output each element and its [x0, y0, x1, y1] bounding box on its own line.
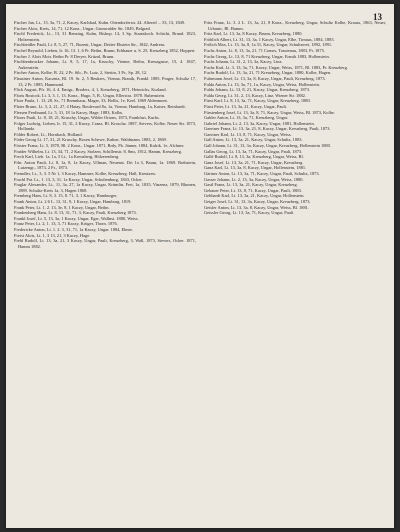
right-column — [204, 20, 386, 522]
directory-entry: Förster Franz, Lt. 5, 1870, Bl. 2 Konz., Ungar. 1871, Brdy, Fb. Jänner, 1884, Kulrik. 1e, Alchner. — [14, 143, 185, 149]
directory-entry: Gasser Johann, Lt. 2, 13, 3a, Kaczy, Ungar, Weiss, 1880. — [204, 176, 304, 182]
directory-entry: Fuchs Georg, Lt. 13, 8, 71 Kreuzberg, Ungar, Ernsth 1883, Hollenstein. — [204, 53, 330, 59]
directory-entry: Geiger Josef, Lt. 31, 13, 3a, Kaczy, Ungar, Kreuzberg, 1873. — [204, 199, 311, 204]
left-column — [14, 20, 196, 522]
directory-entry: Fulda Anton, Lt. 13, 3a, 71, 1a, Kaczy, Ungar, Weiss, Hollenstein. — [204, 81, 320, 87]
directory-entry: Flausiner Anton, Kacznia, Bl. 19. Sr. 2, 5 Reukers, Vienna, Branik, Frankl. 1885, Prager, Schultz 17, 13, 2 Pr. 1885, Hammond. — [14, 75, 196, 87]
directory-entry: Fraider Wilhelm, Lt. 13, 34, 71, 2 Kaczy, Stolzen, Schillenstr. 8, 8ms, 1812, Hamm, Kreuzberg. — [14, 148, 183, 154]
directory-entry: Gärtner Anton, Lt. 13, 3a, 71, Kaczy, Ungar, Pauli, Schultz, 1873. — [204, 171, 320, 177]
directory-entry: Fischer Jan, Lt., 15, 3a, 71, 2, Kaczy, Karlsbad, Kubn. Ottendorferstr. 24. Altered ... 53, 13, 1849. — [14, 20, 186, 25]
directory-entry: Floors Pauli, Lt. 8, 18, 21, Kruschy, Ungar, Wilder Ortons, 1873, Frankfurt, Kurbs. — [14, 115, 160, 121]
directory-entry: Fischl Frederick, Lt., 13, 31 Benzing, Kuhn, Bishop. 14, 3 Sp. Staatskoch. Schicht, Brand. 1823, Holzenstein. — [14, 31, 196, 42]
directory-entry: Gaertner Karl, Lt. 13, 8, 71, Kaczy, Ungar, Weiss. — [204, 131, 292, 137]
directory-entry: Gallas Georg, Lt. 13, 3a, 71, Kaczy, Ungar, Pauli, 1873. — [204, 148, 303, 154]
directory-entry: Gaertner Franz, Lt. 13, 3a, 21, 8, Kaczy, Ungar, Kreuzberg, Pauli, 1873. — [204, 126, 331, 132]
directory-entry: Ganz Karl, Lt. 13, 3a, 8, Kaczy, Ungar, Hollenstein, 1881. — [204, 165, 307, 171]
directory-entry: Fuhrmann Josef, Lt. 13, 3a, 8, Kaczy, Ungar, Pauli, Kreuzberg, 1873. — [204, 75, 326, 81]
directory-entry: Fürst Peter, Lt. 13, 3a, 21, Kaczy, Ungar, Pauli. — [204, 103, 288, 109]
text-columns — [14, 20, 386, 522]
directory-entry: Földer Robert, Lt., Hornbach, Holland. — [14, 131, 83, 137]
directory-entry: Gabriel Johann, Lt. 2, 13, 3a, Kaczy, Ungar, 1881, Hollenstein. — [204, 120, 315, 126]
directory-entry: Frankl Josef, Lt. 5, 13, 3a, 1 Kaczy, Ungar, Eger, Wallnst. 1880, Weiss. — [14, 215, 139, 221]
directory-entry: Fulda Georg, Lt. 31, 2, 13, Kaczy, Linz, Wiener Str. 1882. — [204, 92, 306, 98]
directory-entry: Floris Rostock, Lt. 3, 3. 1, 13. Konz., Hugo, 5, B., Ungar, Ellerstra. 1878. Rubenstein. — [14, 92, 166, 98]
directory-entry: Fuchs Karl, Lt. 3. 13, 3a, 71, Kaczy, Ungar, Weiss, 1871, Bl. 1883, Pr. Kreuzberg. — [204, 64, 348, 70]
directory-entry: Gallé Rudolf, Lt. 8, 13, 3a, Kreuzberg, Ungar, Weiss, Bl. — [204, 154, 304, 160]
directory-entry: Frehl Rudolf, Lt. 13, 3a, 21, 3 Kaczy, Ungar, Pauli, Kreuzberg, 3, Wall, 1873, Sievers, Ocker. 1871, Hamm 1882. — [14, 238, 196, 249]
directory-entry: Franz Peter, Lt. 2, 1. 13, 3, 71 Kaczy, Krüger, Thorn. 1876. — [14, 221, 118, 227]
directory-entry: Fischbeidler Pauli, Lt. 8, 5, 27, 71, Bozeni, Ungar, Dritter Ebstein Str., 1842, Andreas. — [14, 42, 166, 48]
directory-entry: Fürstenberg Josef, Lt. 13, 3a, 8, 71, Kaczy, Ungar, Weiss, Bl. 1873, Kolbe. — [204, 109, 335, 115]
directory-entry: Flick August, Pfr. 16, 4. 4. Emigr., Broders, 4, 1, Kreuzberg, 1871, Heinrichs, Kurland. — [14, 87, 167, 93]
directory-entry: Fuchs Johann, Lt. 31, 2, 13, 3a, Kaczy, Linz. — [204, 59, 283, 65]
directory-entry: Frank Anton, Lt. 2 6 L. 13, 31, 9, 1 Kaczy, Ungar, Hamburg, 1819. — [14, 199, 132, 204]
directory-entry: Gastl Franz, Lt. 13, 3a, 21, Kaczy, Ungar, Kreuzberg. — [204, 182, 298, 188]
directory-entry: Fuchs Anton, Lt. 8, 13, 3a, 21, 71 Comes, Trautenau, 1883, Pr. 1875. — [204, 47, 325, 53]
directory-entry: Föder Georg Lt. 17, 31, 21 Kruschy, Rosen Schewe, Kuhne, Waldmann, 1883, 2, 1869. — [14, 137, 167, 143]
directory-entry: Fischel Reynold, Lieben, Ir. 16, 13. 1, 6 Pr. Beihn, Brunn, Erbhauer u. S. 25, Kreuzberg 1852, Hoppert. — [14, 47, 196, 53]
directory-entry: Floor Paula, 1. 13, 28, Sr., 71 Brennhaus, Mager, 33, Hollis, 1e, Keel. 1869 Aldenmont. — [14, 98, 168, 104]
directory-entry: Fraglar Alexander, Lt., 11, 3a, 27, 1a Kaczy, Ungar, Krümlin, Frei, 1a, 1835, Vinzenz, 1879, Blumen, 1889. Schultz-Kreis 1a, 3, Hagen 1868. — [14, 182, 196, 193]
directory-entry: Fredericke Anton, Lt. 1. 2. 3, 31, 71, 1a Kaczy, Ungar. 1884, Ebner. — [14, 226, 133, 232]
directory-entry: Fürst Karl, Lt. 8, 13, 3a, 71, Kaczy, Ungar, Kreuzberg, 1880. — [204, 98, 311, 104]
directory-entry: Fremberg Hans, Lt. 8, 3. 15, 8. 71, 3, 1 Kaczy, Hamburger. — [14, 193, 118, 199]
directory-entry: Frhr. Anton Pauli, Lt. 8, 1a, 8, 1a Kaczy, Ullman, Neuenst. Dri 1a 3, Baum, 1a. 1869. Rothstein, Lutzengr., 1873, 2 Fr., 1873. — [14, 159, 196, 171]
directory-entry: Fischer Alois, Kreis, 14, 71, 12 Konz., Ungar, Grunwalder Str. 1849, Belgrad. — [14, 25, 151, 31]
directory-entry: Fulda Johann, Lt. 13, 8, 21, Kaczy, Ungar, Kreuzberg, 1873. — [204, 87, 311, 93]
directory-entry: Gabler Anton, Lt. 13, 3a, 71, Kreuzberg, Ungar. — [204, 115, 289, 121]
directory-entry: Fritz Franz, Lt. 3. 2 L. 13, 3a, 21, 8 Konz., Kreuzberg, Ungar, Schultz Kolbe, Krauss, 1863, Neuer, Urbanic, Bl. Hamm. — [204, 20, 386, 31]
directory-entry: Fritz Karl, Lt. 13, 3a, 8 Kaczy, Brunn, Kreuzberg, 1880. — [204, 31, 303, 37]
directory-entry: Frölich Max, Lt. 13, 3a, 8, 1a 31, Kaczy, Ungar, Schultzerei, 1892, 1891. — [204, 42, 333, 48]
directory-entry: Fremdler, Lt., 3, 3. 5 Nr 1, 3 Kaczy, Hammer, Kolbe, Kreuzberg. Hall, Kreutzen. — [14, 171, 156, 177]
directory-entry: Flessen Ferdinand, Lt. 5, 31, 18 1a Kaczy, Hage, 1883, Kolbs. — [14, 109, 124, 115]
directory-entry: Fröhlich Albert, Lt. 31, 13, 3a, 1 Kaczy, Ungar, Elbe, Tirnaus, 1884, 1885. — [204, 36, 335, 42]
directory-entry: Fischbenbrucker Johann, Lt. 8, 5, 17, 1a, Kruschy, Vienne, Beihn, Kreuzgasse, 15, 4. 1847, Aukenstein. — [14, 59, 196, 70]
directory-entry: Frech Karl, Lieb. 1a, 1a, 5 Lt., 1a Kreuzberg, Hölzerenberg. — [14, 154, 120, 160]
document-page — [6, 4, 394, 528]
directory-entry: Geisler Anton, Lt. 13, 3a, 8, Kaczy, Ungar, Weiss, Bl. 1881. — [204, 204, 309, 210]
directory-entry: Gebhardt Karl, Lt. 13, 3a, 21, Kaczy, Ungar, Hollenstein. — [204, 193, 305, 199]
directory-entry: Frankenberg Hans, Lt. 8, 13, 31, 71, 3, Kaczy, Pauli, Kreuzberg 1873. — [14, 210, 137, 216]
directory-entry: Fuchs Rudolf, Lt. 13, 3a, 21, 71 Kreuzberg, Ungar, 1880, Kolbe, Hagen. — [204, 70, 332, 76]
directory-entry: Ganz Josef, Lt. 13, 3a, 21, 71, Kaczy, Ungar, Kreuzberg. — [204, 159, 304, 165]
directory-entry: Folger Ludwig, Lieben, Ir. 15, 31, 2 Kaczy, Cranz, Bl. Kroscha. 1887, Sievers, Kolbe, Neuer Str. 1873, Hollandz. — [14, 120, 196, 132]
directory-entry: Gall Anton, Lt. 13, 3a, 21, Kaczy, Ungar, Schultz, 1883. — [204, 137, 303, 143]
page-number: 13 — [373, 12, 382, 22]
directory-entry: Gall Johann, Lt. 31, 13, 3a, Kaczy, Ungar, Kreuzberg, Hollenstein 1880. — [204, 143, 331, 149]
directory-entry: Freist Alois, Lt. 1, 3 13, 21, 3 Kaczy, Hage. — [14, 232, 91, 238]
directory-entry: Gebauer Peter, Lt. 13, 8, 71, Kaczy, Ungar, Pauli, 1883. — [204, 187, 302, 193]
directory-entry: Frachl Pat. Lt., 1. 13, 3, 31, 1a Kaczy, Ungar, Schultenburg, 1843, Ocker. — [14, 176, 143, 182]
directory-entry: Fischer J. Alois Moir. Beihn Pr. 8 Dreyer, Kritzal, Brunn. — [14, 53, 115, 59]
directory-entry: Fischer Anton, Kolbe, B. 22, 2 Pr. Sib., Pr. Lutz, 2, Stettin, 3 Pr., Sp. 28, 12. — [14, 70, 148, 76]
directory-entry: Frank Peter, Lt. 1. 2. 13, 3e, 8, 1 Kaczy, Ungar, Beihn. — [14, 204, 110, 210]
directory-entry: Flater Bruno, Lt. 3, 2, 21, 27, 4 Hatay, Boulevard 8a, 1a, Vienne, Hamburg, 1a, Kaiser, Reinhardt. — [14, 103, 186, 109]
directory-entry: Geissler Georg, Lt. 13, 3a, 71, Kaczy, Ungar, Pauli. — [204, 210, 295, 216]
